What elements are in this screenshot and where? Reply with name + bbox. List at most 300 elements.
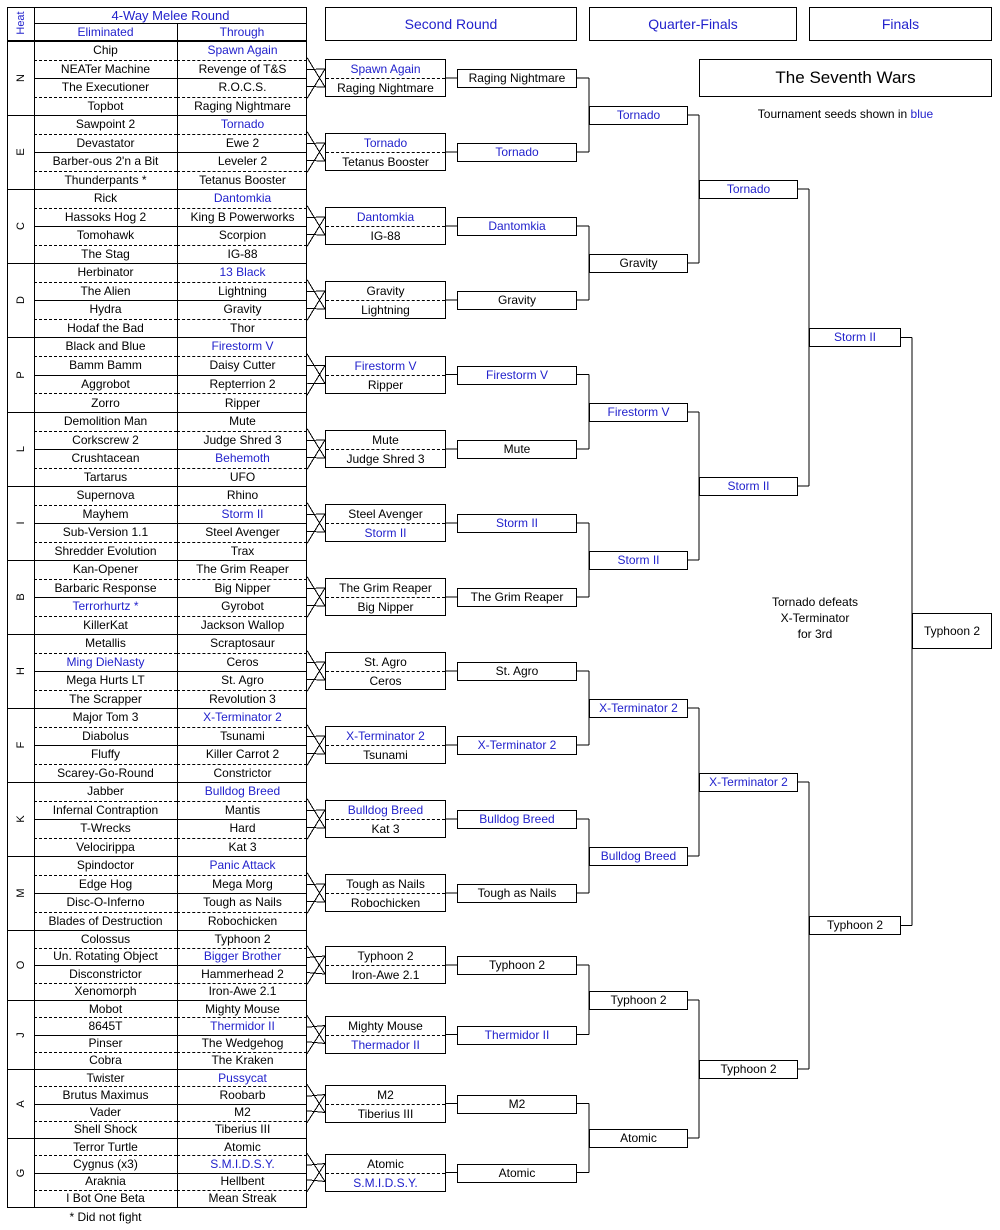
heat-to-round2-line [307,902,325,903]
heat-to-round2-line [307,58,325,88]
eliminated-robot: Brutus Maximus [62,1087,149,1102]
heat-to-round2-line [307,736,325,766]
through-robot: Tetanus Booster [199,172,286,187]
through-robot: Mighty Mouse [205,1001,280,1016]
round2-winner: Raging Nightmare [457,69,577,88]
heat-to-round2-line [307,1026,325,1028]
second-round-robot: Mighty Mouse [326,1017,445,1036]
eliminated-robot: Sub-Version 1.1 [62,525,149,540]
eliminated-robot: Fluffy [90,747,121,762]
eliminated-robot: Terror Turtle [73,1139,138,1154]
eliminated-robot: Major Tom 3 [72,710,139,725]
footnote: * Did not fight [69,1210,142,1224]
second-round-robot: The Grim Reaper [326,579,445,598]
eliminated-robot: Velocirippa [76,839,135,854]
heat-to-round2-line [307,143,325,173]
eliminated-robot: Pinser [88,1036,123,1051]
second-round-robot: St. Agro [326,653,445,672]
second-round-match [325,356,446,394]
semi-final-winner: Typhoon 2 [699,1060,798,1079]
round2-winner: Gravity [457,291,577,310]
quarter-finals-header: Quarter-Finals [589,7,797,41]
through-robot: Leveler 2 [217,154,268,169]
heat-letter: C [15,222,27,230]
through-robot: Constrictor [213,765,272,780]
eliminated-robot: Metallis [85,636,126,651]
heat-to-round2-line [307,143,325,144]
heat-to-round2-line [307,440,325,441]
seeds-note-blue: blue [910,107,934,121]
heat-to-round2-line [307,87,325,88]
through-robot: King B Powerworks [190,209,295,224]
finalist: Typhoon 2 [809,916,901,935]
through-robot: Steel Avenger [205,525,280,540]
heat-to-round2-line [307,235,325,236]
second-round-robot: Ripper [367,377,404,392]
heat-to-round2-line [307,206,325,236]
through-robot: Revenge of T&S [198,61,287,76]
second-round-header: Second Round [325,7,577,41]
heat-letter: B [15,593,27,601]
through-robot: S.M.I.D.S.Y. [210,1156,275,1171]
eliminated-robot: Cygnus (x3) [73,1156,138,1171]
through-robot: R.O.C.S. [218,80,267,95]
round2-winner: M2 [457,1095,577,1114]
eliminated-robot: Black and Blue [65,339,146,354]
through-robot: Mean Streak [208,1191,277,1206]
eliminated-robot: Demolition Man [63,414,148,429]
heat-to-round2-line [307,1164,325,1192]
heat-to-round2-line [307,429,325,459]
second-round-match [325,504,446,542]
through-robot: Ceros [226,654,259,669]
seeds-note [699,107,992,121]
through-robot: Thermidor II [210,1018,275,1033]
through-robot: Scorpion [218,228,267,243]
second-round-robot: Tiberius III [357,1106,414,1121]
through-robot: IG-88 [227,246,258,261]
heat-to-round2-line [307,577,325,607]
through-robot: Atomic [224,1139,261,1154]
eliminated-robot: Cobra [89,1053,122,1068]
quarter-final-winner: Storm II [589,551,688,570]
eliminated-robot: Chip [93,43,118,58]
second-round-robot: Gravity [326,282,445,301]
through-robot: Thor [230,320,255,335]
eliminated-robot: Mobot [88,1001,123,1016]
semi-final-winner: Tornado [699,180,798,199]
third-place-line-3: for 3rd [797,627,833,641]
through-robot: Typhoon 2 [214,931,271,946]
eliminated-robot: Spindoctor [76,858,135,873]
heat-letter: G [15,1168,27,1177]
quarter-final-winner: X-Terminator 2 [589,699,688,718]
eliminated-robot: KillerKat [83,617,128,632]
heat-letter: O [15,960,27,970]
through-robot: 13 Black [219,265,266,280]
heat-to-round2-line [307,1042,325,1044]
heat-to-round2-line [307,828,325,829]
through-robot: Tsunami [220,728,265,743]
heat-to-round2-line [307,1095,325,1123]
heat-to-round2-line [307,1180,325,1182]
through-robot: Mute [229,414,256,429]
eliminated-robot: Barber-ous 2'n a Bit [52,154,159,169]
heat-letter: K [15,815,27,823]
heat-to-round2-line [307,440,325,470]
second-round-match [325,430,446,468]
heat-to-round2-line [307,606,325,607]
second-round-robot: Spawn Again [326,60,445,79]
through-robot: Rhino [226,488,259,503]
heat-to-round2-line [307,291,325,321]
heat-to-round2-line [307,810,325,811]
second-round-robot: Typhoon 2 [326,947,445,966]
heat-to-round2-line [307,69,325,99]
second-round-robot: Kat 3 [371,822,400,836]
heat-to-round2-line [307,1084,325,1112]
heat-to-round2-line [307,503,325,533]
second-round-match [325,1154,446,1192]
heat-letter: E [15,148,27,156]
through-robot: Tiberius III [214,1122,271,1137]
through-header: Through [219,25,265,39]
eliminated-robot: Twister [86,1070,125,1085]
heat-to-round2-line [307,532,325,533]
heat-letter: L [15,445,27,453]
second-round-match [325,281,446,319]
through-robot: X-Terminator 2 [203,710,282,725]
heat-to-round2-line [307,810,325,840]
heat-to-round2-line [307,280,325,310]
eliminated-robot: Araknia [85,1174,126,1189]
eliminated-robot: 8645T [88,1018,123,1033]
champion: Typhoon 2 [912,613,992,649]
through-robot: Revolution 3 [209,691,276,706]
through-robot: Ripper [224,395,261,410]
through-robot: Big Nipper [214,580,271,595]
through-robot: Lightning [218,283,267,298]
eliminated-robot: Herbinator [77,265,134,280]
round2-winner: Typhoon 2 [457,956,577,975]
through-robot: Repterrion 2 [209,376,276,391]
through-robot: Scraptosaur [210,636,275,651]
eliminated-robot: Mayhem [82,506,129,521]
heat-to-round2-line [307,291,325,292]
through-robot: Mega Morg [212,876,273,891]
second-round-robot: Mute [326,431,445,450]
round2-winner: Thermidor II [457,1026,577,1045]
through-robot: Hammerhead 2 [201,966,284,981]
through-robot: The Grim Reaper [196,562,289,577]
through-robot: UFO [229,469,256,484]
second-round-robot: Steel Avenger [326,505,445,524]
second-round-robot: Tetanus Booster [342,155,429,169]
through-robot: Bigger Brother [203,949,282,964]
third-place-line-1: Tornado defeats [771,595,859,609]
through-robot: Trax [230,543,255,558]
through-robot: Roobarb [219,1087,266,1102]
eliminated-robot: Bamm Bamm [69,358,142,373]
quarter-final-winner: Atomic [589,1129,688,1148]
round2-winner: Bulldog Breed [457,810,577,829]
heat-to-round2-line [307,946,325,975]
heat-to-round2-line [307,884,325,885]
second-round-match [325,874,446,912]
quarter-final-winner: Gravity [589,254,688,273]
round2-winner: Tornado [457,143,577,162]
eliminated-robot: Topbot [87,98,124,113]
through-robot: M2 [234,1105,251,1120]
eliminated-robot: The Scrapper [69,691,142,706]
heat-letter: D [15,296,27,304]
through-robot: Judge Shred 3 [203,432,282,447]
second-round-robot: Storm II [364,526,407,540]
heat-letter: A [15,1099,27,1108]
second-round-match [325,133,446,171]
quarter-final-winner: Firestorm V [589,403,688,422]
through-robot: The Wedgehog [201,1036,284,1051]
eliminated-robot: T-Wrecks [80,821,131,836]
eliminated-robot: Xenomorph [74,984,137,999]
eliminated-robot: Crushtacean [71,451,140,466]
finals-header: Finals [809,7,992,41]
eliminated-robot: Ming DieNasty [66,654,145,669]
through-robot: Iron-Awe 2.1 [208,984,277,999]
through-robot: The Kraken [211,1053,274,1068]
through-robot: Ewe 2 [225,135,260,150]
second-round-robot: Big Nipper [357,600,414,614]
second-round-robot: Ceros [369,674,402,688]
heat-to-round2-line [307,736,325,737]
through-robot: Tornado [220,117,265,132]
eliminated-robot: Terrorhurtz * [72,599,139,614]
heat-to-round2-line [307,662,325,692]
heat-to-round2-line [307,680,325,681]
eliminated-robot: Shredder Evolution [54,543,157,558]
eliminated-robot: Mega Hurts LT [66,673,145,688]
heat-to-round2-line [307,217,325,247]
second-round-robot: Tough as Nails [326,875,445,894]
heat-to-round2-line [307,309,325,310]
through-robot: Killer Carrot 2 [205,747,280,762]
through-robot: Gyrobot [221,599,264,614]
eliminated-robot: Disc-O-Inferno [66,895,145,910]
third-place-line-2: X-Terminator [780,611,850,625]
heat-to-round2-line [307,69,325,70]
second-round-robot: Robochicken [350,896,421,910]
eliminated-robot: Infernal Contraption [52,802,159,817]
eliminated-robot: NEATer Machine [60,61,151,76]
round2-winner: St. Agro [457,662,577,681]
eliminated-robot: Corkscrew 2 [72,432,139,447]
second-round-robot: Raging Nightmare [337,81,434,95]
heat-to-round2-line [307,956,325,958]
round2-winner: The Grim Reaper [457,588,577,607]
heat-to-round2-line [307,514,325,544]
eliminated-robot: Hydra [89,302,122,317]
eliminated-robot: Kan-Opener [72,562,139,577]
heat-to-round2-line [307,956,325,985]
second-round-robot: Bulldog Breed [326,801,445,820]
second-round-match [325,1016,446,1054]
through-robot: Daisy Cutter [209,358,276,373]
eliminated-robot: Hodaf the Bad [67,320,144,335]
heat-to-round2-line [307,884,325,914]
through-robot: St. Agro [221,673,264,688]
heat-letter: M [15,888,27,898]
eliminated-robot: Jabber [87,784,124,799]
eliminated-robot: Blades of Destruction [48,913,163,928]
heat-to-round2-line [307,1026,325,1054]
second-round-match [325,578,446,616]
heat-to-round2-line [307,973,325,975]
quarter-final-winner: Bulldog Breed [589,847,688,866]
through-robot: Mantis [224,802,261,817]
melee-round-title: 4-Way Melee Round [111,8,230,23]
eliminated-robot: I Bot One Beta [66,1191,145,1206]
eliminated-robot: Hassoks Hog 2 [64,209,147,224]
heat-letter: P [15,370,27,379]
eliminated-robot: Zorro [91,395,120,410]
through-robot: Gravity [223,302,262,317]
heat-letter: H [15,667,27,675]
finalist: Storm II [809,328,901,347]
eliminated-header: Eliminated [77,25,134,39]
through-robot: Hard [229,821,256,836]
eliminated-robot: Scarey-Go-Round [57,765,154,780]
tournament-title: The Seventh Wars [699,59,992,97]
second-round-match [325,946,446,984]
second-round-robot: Iron-Awe 2.1 [351,968,420,982]
second-round-match [325,59,446,97]
second-round-robot: Firestorm V [326,357,445,376]
second-round-robot: Dantomkia [326,208,445,227]
round2-winner: Firestorm V [457,366,577,385]
eliminated-robot: Colossus [80,931,131,946]
heat-to-round2-line [307,1153,325,1181]
second-round-robot: Atomic [326,1155,445,1174]
heat-letter: I [15,521,27,525]
heat-to-round2-line [307,1015,325,1043]
heat-letter: J [15,1031,27,1038]
semi-final-winner: Storm II [699,477,798,496]
round2-winner: Mute [457,440,577,459]
heat-to-round2-line [307,354,325,384]
through-robot: Kat 3 [228,839,257,854]
second-round-robot: Lightning [361,303,410,317]
second-round-robot: S.M.I.D.S.Y. [353,1175,418,1190]
heat-to-round2-line [307,651,325,681]
heat-to-round2-line [307,1095,325,1097]
through-robot: Storm II [221,506,264,521]
through-robot: Spawn Again [207,43,278,58]
through-robot: Dantomkia [213,191,272,206]
heat-to-round2-line [307,754,325,755]
second-round-match [325,1085,446,1123]
through-robot: Behemoth [215,451,270,466]
second-round-match [325,652,446,690]
through-robot: Bulldog Breed [204,784,281,799]
eliminated-robot: Tomohawk [76,228,135,243]
heat-to-round2-line [307,873,325,903]
eliminated-robot: Rick [93,191,118,206]
second-round-match [325,207,446,245]
heat-to-round2-line [307,366,325,396]
heat-to-round2-line [307,1111,325,1113]
heat-to-round2-line [307,799,325,829]
eliminated-robot: Sawpoint 2 [75,117,136,132]
heat-letter: N [15,74,27,82]
second-round-robot: IG-88 [370,229,401,243]
round2-winner: Atomic [457,1164,577,1183]
second-round-robot: Tsunami [363,748,408,762]
heat-to-round2-line [307,588,325,618]
eliminated-robot: The Alien [80,283,131,298]
heat-header-label: Heat [15,11,27,35]
heat-to-round2-line [307,1164,325,1166]
eliminated-robot: The Executioner [61,80,150,95]
heat-to-round2-line [307,132,325,162]
eliminated-robot: Aggrobot [81,376,130,391]
eliminated-robot: The Stag [81,246,130,261]
second-round-robot: X-Terminator 2 [326,727,445,746]
heat-to-round2-line [307,514,325,515]
second-round-robot: Tornado [326,134,445,153]
heat-letter: F [15,741,27,749]
eliminated-robot: Diabolus [82,728,129,743]
through-robot: Pussycat [218,1070,267,1085]
second-round-robot: M2 [326,1086,445,1105]
second-round-match [325,800,446,838]
heat-to-round2-line [307,217,325,218]
eliminated-robot: Supernova [76,488,135,503]
through-robot: Raging Nightmare [194,98,291,113]
through-robot: Jackson Wallop [200,617,285,632]
heat-to-round2-line [307,588,325,589]
round2-winner: Storm II [457,514,577,533]
eliminated-robot: Barbaric Response [54,580,157,595]
through-robot: Hellbent [220,1174,265,1189]
heat-to-round2-line [307,161,325,162]
round2-winner: Dantomkia [457,217,577,236]
heat-to-round2-line [307,662,325,663]
eliminated-robot: Edge Hog [78,876,133,891]
through-robot: Firestorm V [211,339,274,354]
eliminated-robot: Shell Shock [73,1122,138,1137]
heat-to-round2-line [307,725,325,755]
semi-final-winner: X-Terminator 2 [699,773,798,792]
quarter-final-winner: Typhoon 2 [589,991,688,1010]
through-robot: Panic Attack [209,858,276,873]
through-robot: Tough as Nails [203,895,282,910]
round2-winner: X-Terminator 2 [457,736,577,755]
quarter-final-winner: Tornado [589,106,688,125]
eliminated-robot: Vader [89,1105,122,1120]
heat-to-round2-line [307,458,325,459]
eliminated-robot: Thunderpants * [64,172,147,187]
second-round-robot: Thermador II [351,1037,420,1052]
through-robot: Robochicken [207,913,278,928]
seeds-note-prefix: Tournament seeds shown in [757,107,908,121]
round2-winner: Tough as Nails [457,884,577,903]
eliminated-robot: Un. Rotating Object [53,949,158,964]
second-round-match [325,726,446,764]
eliminated-robot: Devastator [76,135,135,150]
eliminated-robot: Disconstrictor [69,966,142,981]
eliminated-robot: Tartarus [83,469,128,484]
second-round-robot: Judge Shred 3 [346,452,425,466]
